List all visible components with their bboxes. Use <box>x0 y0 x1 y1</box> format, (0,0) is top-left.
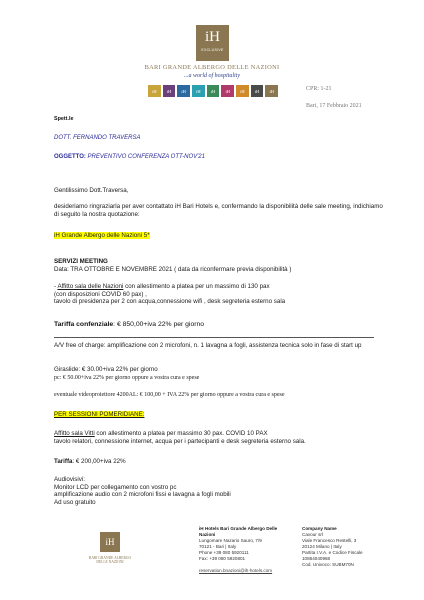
room-vitti <box>54 430 376 445</box>
col2-line: Cavour srl <box>302 532 323 537</box>
cond-rest: con allestimento a platea per un massimo di 130 pax <box>123 283 270 290</box>
footer-logo-name: BARI GRANDE ALBERGO DELLE NAZIONI <box>88 556 132 565</box>
footer-hotel-contacts <box>199 526 289 574</box>
brand-logo-1: iH <box>148 85 161 97</box>
subject-label: OGGETTO: <box>54 154 86 160</box>
brand-logo-8: iH <box>251 85 264 97</box>
brand-logo-2: iH <box>163 85 176 97</box>
col1-line: Lungomare Nazario Sauro, 7/9 <box>199 538 262 543</box>
col1-line: iH Hotels Bari Grande Albergo Delle <box>199 526 278 531</box>
room-conditions <box>54 283 384 306</box>
greeting: Gentilissimo Dott.Traversa, <box>54 187 129 194</box>
letter-date: Bari, 17 Febbraio 2021 <box>306 103 362 109</box>
col2-line: Partita I.V.A. e Codice Fiscale <box>302 550 363 555</box>
col1-line: Phone +39 080 5920111 <box>199 550 249 555</box>
col1-line: Fax: +39 080 5920801 <box>199 556 246 561</box>
subject-text: PREVENTIVO CONFERENZA OTT-NOV'21 <box>85 154 205 160</box>
hotel-logo <box>196 25 229 61</box>
cond-table: tavolo di presidenza per 2 con acqua,connessione wifi , desk segreteria esterno sala <box>54 298 286 306</box>
col2-line: Company Name <box>302 526 337 531</box>
cond-prefix: - <box>54 283 58 290</box>
intro-paragraph: desideriamo ringraziarla per aver contattato iH Bari Hotels e, confermando la disponibilità delle sale meeting, indichiamo di seguito la nostra quotazione: <box>54 203 383 218</box>
tariff-vitti-label: Tariffa <box>54 458 73 465</box>
brand-strip <box>148 85 278 97</box>
col2-line: Viale Francesco Restelli, 3 <box>302 538 357 543</box>
tariff-nazioni-value: : € 850,00+iva 22% per giorno <box>113 321 205 328</box>
giraslide-price: Giraslide: € 30.00+iva 22% per giorno <box>54 366 158 373</box>
divider <box>54 337 374 338</box>
projector-price: eventuale videoproiettore 4200AL: € 100,00 + IVA 22% per giorno oppure a vostra cura e spese <box>54 392 285 398</box>
section-title: SERVIZI MEETING <box>54 258 108 265</box>
pc-price: pc: € 50.00+iva 22% per giorno oppure a vostra cura e spese <box>54 375 200 381</box>
cpr-reference: CPR: 1-21 <box>306 86 332 92</box>
audio-title: Audiovisivi: <box>54 476 85 483</box>
brand-logo-4: iH <box>192 85 205 97</box>
col1-line: 70121 - Bari | Italy <box>199 544 237 549</box>
col2-line: 10864040968 <box>302 556 331 561</box>
col1-line: Nazioni <box>199 532 216 537</box>
audio-monitor: Monitor LCD per collegamento con vostro pc <box>54 483 177 491</box>
room-name-nazioni: Affitto sala delle Nazioni <box>57 283 124 290</box>
room-name-vitti: Affitto sala Vitti <box>54 430 95 437</box>
recipient: DOTT. FERNANDO TRAVERSA <box>54 135 141 141</box>
logo-mark: iH <box>205 29 220 45</box>
tariff-vitti <box>54 458 126 466</box>
salutation-spett: Spett.le <box>54 116 74 122</box>
col2-line: 20124 Milano | Italy <box>302 544 342 549</box>
afternoon-sessions-text: PER SESSIONI POMERIDIANE: <box>54 411 145 418</box>
hotel-name: BARI GRANDE ALBERGO DELLE NAZIONI <box>144 64 280 71</box>
vitti-services: tavolo relatori, connessione internet, acqua per i partecipanti e desk segreteria esterno sala. <box>54 437 306 445</box>
col1-line[interactable]: reservation.bnazioni@ih-hotels.com <box>199 568 273 573</box>
brand-logo-6: iH <box>221 85 234 97</box>
footer-company-info <box>302 526 382 568</box>
afternoon-sessions <box>54 411 144 419</box>
hotel-highlight-text: iH Grande Albergo delle Nazioni 5* <box>54 232 150 239</box>
audio-amplification: amplificazione audio con 2 microfoni fissi e lavagna a fogli mobili <box>54 491 231 499</box>
av-free: A/V free of charge: amplificazione con 2 microfoni, n. 1 lavagna a fogli, assistenza tecnica solo in fase di start up <box>54 342 362 349</box>
subject-line <box>54 154 205 160</box>
footer-logo: iH <box>100 532 120 552</box>
vitti-rest: con allestimento a platea per massimo 30 pax. COVID 10 PAX <box>94 430 268 437</box>
date-line: Data: TRA OTTOBRE E NOVEMBRE 2021 ( data da riconfermare previa disponibilità ) <box>54 266 292 273</box>
brand-logo-5: iH <box>207 85 220 97</box>
logo-sub: EXCLUSIVE <box>201 48 224 52</box>
tariff-nazioni <box>54 321 204 328</box>
tagline: ...a world of hospitality <box>183 73 240 79</box>
tariff-nazioni-label: Tariffa confenziale <box>54 321 114 328</box>
audio-free: Ad uso gratuito <box>54 498 96 506</box>
brand-logo-7: iH <box>236 85 249 97</box>
brand-logo-9: iH <box>265 85 278 97</box>
col2-line: Cod. Univoco: SUBM70N <box>302 562 354 567</box>
brand-logo-3: iH <box>177 85 190 97</box>
tariff-vitti-value: : € 200,00+iva 22% <box>72 458 126 465</box>
hotel-highlight <box>54 232 150 240</box>
cond-covid: (con disposizioni COVID 60 pax) , <box>54 290 147 298</box>
audiovisual <box>54 476 376 506</box>
